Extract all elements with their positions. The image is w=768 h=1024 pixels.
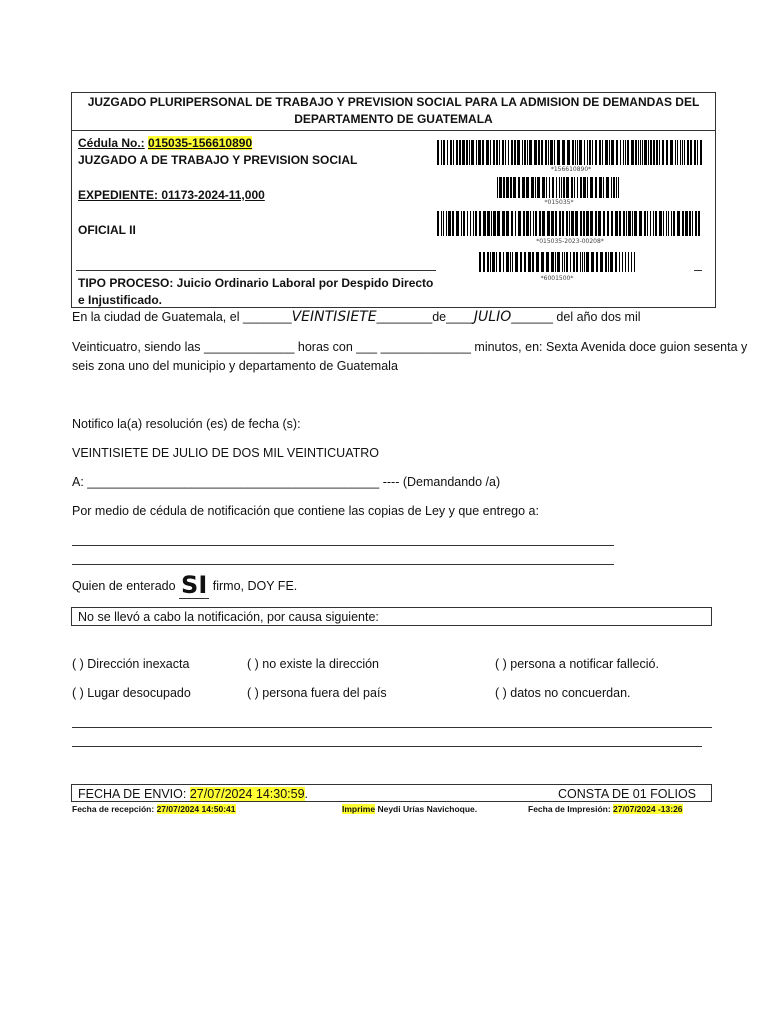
barcode-3	[437, 211, 703, 236]
blank-line-3	[72, 727, 712, 728]
fecha-envio: FECHA DE ENVIO: 27/07/2024 14:30:59.	[78, 787, 309, 801]
oficial-label: OFICIAL II	[78, 223, 136, 237]
cedula-number: 015035-156610890	[148, 136, 253, 150]
cause-lugar-desocupado[interactable]: ( ) Lugar desocupado	[72, 686, 191, 700]
address-line-2: seis zona uno del municipio y departamento de Guatemala	[72, 359, 398, 373]
cedula-label: Cédula No.:	[78, 136, 145, 150]
time-address-line: Veinticuatro, siendo las _____________ horas con ___ _____________ minutos, en: Sexta Avenida doce guion sesenta y	[72, 340, 748, 354]
cause-persona-fallecio[interactable]: ( ) persona a notificar falleció.	[495, 657, 659, 671]
handwritten-si: SI	[181, 571, 208, 599]
cause-datos-no-concuerdan[interactable]: ( ) datos no concuerdan.	[495, 686, 631, 700]
por-medio-text: Por medio de cédula de notificación que contiene las copias de Ley y que entrego a:	[72, 504, 539, 518]
underline-rule	[76, 270, 436, 271]
handwritten-month: JULIO	[473, 309, 512, 325]
juzgado-name: JUZGADO A DE TRABAJO Y PREVISION SOCIAL	[78, 153, 358, 167]
header-divider	[71, 130, 716, 131]
barcode-1	[437, 140, 705, 165]
barcode-2	[497, 177, 621, 198]
barcode-4	[479, 252, 635, 272]
cause-direccion-inexacta[interactable]: ( ) Dirección inexacta	[72, 657, 190, 671]
barcode-4-caption: *6001500*	[540, 275, 574, 282]
tipo-proceso-line2: e Injustificado.	[78, 293, 163, 307]
fecha-envio-value: 27/07/2024 14:30:59	[189, 787, 305, 801]
tipo-proceso-line1: TIPO PROCESO: Juicio Ordinario Laboral por Despido Directo	[78, 276, 434, 290]
expediente-number: EXPEDIENTE: 01173-2024-11,000	[78, 188, 265, 202]
cause-no-existe-direccion[interactable]: ( ) no existe la dirección	[247, 657, 380, 671]
barcode-2-caption: *015035*	[544, 199, 574, 206]
tipo-proceso	[78, 275, 433, 309]
blank-line-4	[72, 746, 702, 747]
blank-line-1	[72, 545, 614, 546]
notifico-label: Notifico la(a) resolución (es) de fecha (s):	[72, 417, 301, 431]
quien-enterado-line: Quien de enterado SI firmo, DOY FE.	[72, 571, 298, 599]
no-notificacion-label: No se llevó a cabo la notificación, por causa siguiente:	[78, 610, 379, 624]
court-title: JUZGADO PLURIPERSONAL DE TRABAJO Y PREVISION SOCIAL PARA LA ADMISION DE DEMANDAS DEL DEPARTAMENTO DE GUATEMALA	[87, 95, 700, 126]
cedula-row	[78, 136, 252, 150]
handwritten-day: VEINTISIETE	[291, 309, 377, 325]
barcode-1-caption: *156610890*	[550, 166, 592, 173]
folios-count: CONSTA DE 01 FOLIOS	[558, 787, 697, 801]
fecha-recepcion: Fecha de recepción: 27/07/2024 14:50:41	[72, 804, 236, 814]
imprime: Imprime Neydi Urías Navichoque.	[342, 804, 478, 814]
resolution-date: VEINTISIETE DE JULIO DE DOS MIL VEINTICUATRO	[72, 446, 379, 460]
city-date-line: En la ciudad de Guatemala, el _______VEINTISIETE________de____JULIO______ del año dos mil	[72, 309, 641, 325]
addressee-line: A: __________________________________________ ---- (Demandando /a)	[72, 475, 501, 489]
cause-fuera-del-pais[interactable]: ( ) persona fuera del país	[247, 686, 387, 700]
barcode-3-caption: *015035-2023-00208*	[536, 238, 604, 245]
underline-rule-end	[694, 270, 702, 271]
fecha-impresion: Fecha de Impresión: 27/07/2024 -13:26	[528, 804, 683, 814]
blank-line-2	[72, 564, 614, 565]
